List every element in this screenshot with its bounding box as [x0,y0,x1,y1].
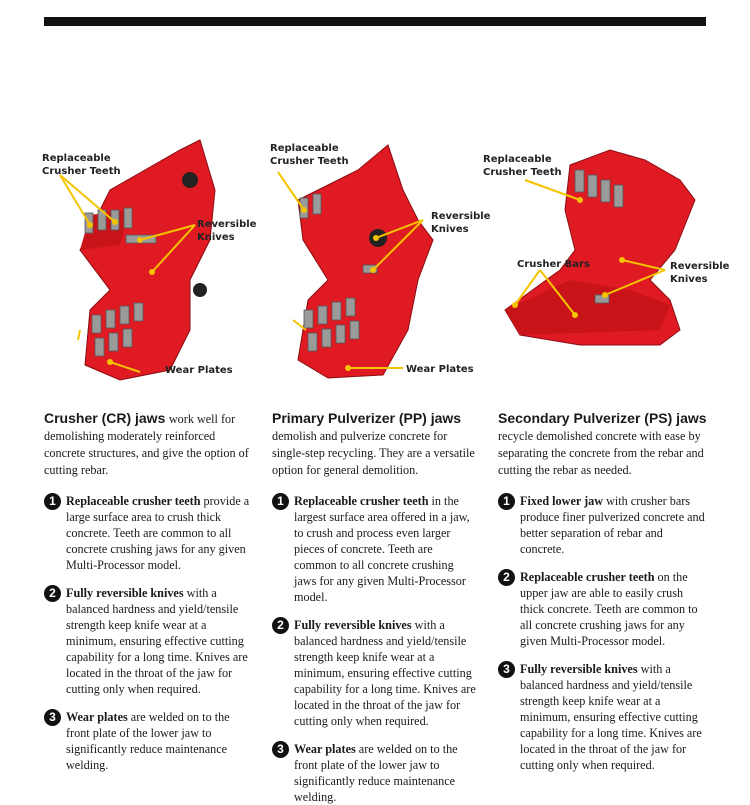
callout-reversible-knives: Reversible Knives [197,219,257,243]
feature-item: 1 Fixed lower jaw with crusher bars produce finer pulverized concrete and better separation of rebar and concrete. [498,493,708,557]
feature-item: 2 Fully reversible knives with a balanced hardness and yield/tensile strength keep knife wear at a minimum, ensuring effective cutting capability for a long time. Knives are located in the throat of the jaw for cutting only when required. [272,617,478,729]
feature-item: 2 Replaceable crusher teeth on the upper jaw are able to easily crush thick concrete. Teeth are common to all concrete crushing jaws for any given Multi-Processor model. [498,569,708,649]
number-badge: 1 [498,493,515,510]
feature-item: 1 Replaceable crusher teeth in the largest surface area offered in a jaw, to crush and process even larger pieces of concrete. Teeth are common to all concrete crushing jaws for any given Multi-Processor model. [272,493,478,605]
primary-pulverizer-column [272,410,478,805]
callout-crusher-bars: Crusher Bars [517,259,590,270]
feature-item: 3 Wear plates are welded on to the front plate of the lower jaw to significantly reduce maintenance welding. [44,709,250,773]
number-badge: 2 [272,617,289,634]
callout-reversible-knives: Reversible Knives [431,211,491,235]
callout-crusher-teeth: Replaceable Crusher Teeth [42,153,121,177]
crusher-jaw-illustration [40,130,257,390]
feature-item: 3 Fully reversible knives with a balanced hardness and yield/tensile strength keep knife wear at a minimum, ensuring effective cutting capability for a long time. Knives are located in the throat of the jaw for cutting only when required. [498,661,708,773]
crusher-jaws-column [44,410,250,773]
callout-reversible-knives: Reversible Knives [670,261,730,285]
number-badge: 2 [44,585,61,602]
secondary-pulverizer-heading: Secondary Pulverizer (PS) jaws recycle demolished concrete with ease by separating the concrete from the rebar and cutting the rebar as needed. [498,410,707,477]
secondary-pulverizer-illustration [480,130,730,390]
crusher-jaws-heading: Crusher (CR) jaws work well for demolishing moderately reinforced concrete structures, and give the option of cutting rebar. [44,410,249,477]
number-badge: 1 [44,493,61,510]
primary-pulverizer-heading: Primary Pulverizer (PP) jaws demolish and pulverize concrete for single-step recycling. They are a versatile option for general demolition. [272,410,475,477]
number-badge: 3 [272,741,289,758]
number-badge: 3 [498,661,515,678]
callout-wear-plates: Wear Plates [406,364,474,375]
number-badge: 2 [498,569,515,586]
callout-crusher-teeth: Replaceable Crusher Teeth [270,143,349,167]
feature-item: 2 Fully reversible knives with a balanced hardness and yield/tensile strength keep knife wear at a minimum, ensuring effective cutting capability for a long time. Knives are located in the throat of the jaw for cutting only when required. [44,585,250,697]
feature-item: 1 Replaceable crusher teeth provide a large surface area to crush thick concrete. Teeth are common to all concrete crushing jaws for any given Multi-Processor model. [44,493,250,573]
top-rule [44,17,706,26]
number-badge: 1 [272,493,289,510]
secondary-pulverizer-column [498,410,708,773]
callout-wear-plates: Wear Plates [165,365,233,376]
number-badge: 3 [44,709,61,726]
primary-pulverizer-illustration [268,130,491,390]
feature-item: 3 Wear plates are welded on to the front plate of the lower jaw to significantly reduce maintenance welding. [272,741,478,805]
callout-crusher-teeth: Replaceable Crusher Teeth [483,154,562,178]
